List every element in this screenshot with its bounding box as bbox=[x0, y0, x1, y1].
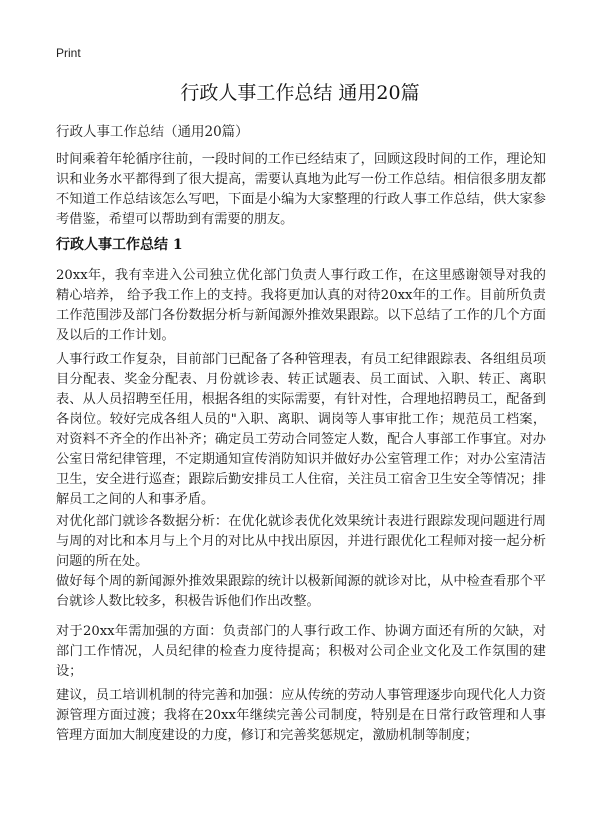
print-link[interactable]: Print bbox=[56, 46, 81, 60]
body-paragraph-3: 对优化部门就诊各数据分析：在优化就诊表优化效果统计表进行跟踪发现问题进行周与周的对比和本月与上个月的对比从中找出原因，并进行跟优化工程师对接一起分析问题的所在处。 bbox=[56, 514, 546, 569]
body-paragraph-5: 对于20xx年需加强的方面：负责部门的人事行政工作、协调方面还有所的欠缺，对部门工作情况，人员纪律的检查力度待提高；积极对公司企业文化及工作氛围的建设； bbox=[56, 624, 546, 679]
body-paragraph-1: 20xx年，我有幸进入公司独立优化部门负责人事行政工作，在这里感谢领导对我的精心培养， 给予我工作上的支持。我将更加认真的对待20xx年的工作。目前所负责工作范围涉及部门各份数据分析与新闻源外推效果跟踪。以下总结了工作的几个方面及以后的工作计划。 bbox=[56, 268, 546, 343]
section-heading: 行政人事工作总结 1 bbox=[56, 237, 183, 253]
body-paragraph-6: 建议，员工培训机制的待完善和加强：应从传统的劳动人事管理逐步向现代化人力资源管理方面过渡；我将在20xx年继续完善公司制度，特别是在日常行政管理和人事管理方面加大制度建设的力度，修订和完善奖惩规定，激励机制等制度； bbox=[56, 688, 546, 743]
intro-paragraph: 时间乘着年轮循序往前，一段时间的工作已经结束了，回顾这段时间的工作，理论知识和业务水平都得到了很大提高，需要认真地为此写一份工作总结。相信很多朋友都不知道工作总结该怎么写吧，下面是小编为大家整理的行政人事工作总结，供大家参考借鉴，希望可以帮助到有需要的朋友。 bbox=[56, 152, 546, 227]
page-title: 行政人事工作总结 通用20篇 bbox=[180, 82, 420, 104]
body-paragraph-2: 人事行政工作复杂，目前部门已配备了各种管理表，有员工纪律跟踪表、各组组员项目分配表、奖金分配表、月份就诊表、转正试题表、员工面试、入职、转正、离职表、从人员招聘至任用，根据各组的实际需要，有针对性，合理地招聘员工，配备到各岗位。较好完成各组人员的"入职、离职、调岗等人事审批工作；规范员工档案，对资料不齐全的作出补齐；确定员工劳动合同签定人数，配合人事部工作事宜。对办公室日常纪律管理，不定期通知宣传消防知识并做好办公室管理工作；对办公室清洁卫生，安全进行巡查；跟踪后勤安排员工人住宿，关注员工宿舍卫生安全等情况；排解员工之间的人和事矛盾。 bbox=[56, 352, 546, 507]
body-paragraph-4: 做好每个周的新闻源外推效果跟踪的统计以极新闻源的就诊对比，从中检查看那个平台就诊人数比较多，积极告诉他们作出改整。 bbox=[56, 574, 546, 609]
document-subtitle: 行政人事工作总结（通用20篇） bbox=[56, 124, 249, 140]
